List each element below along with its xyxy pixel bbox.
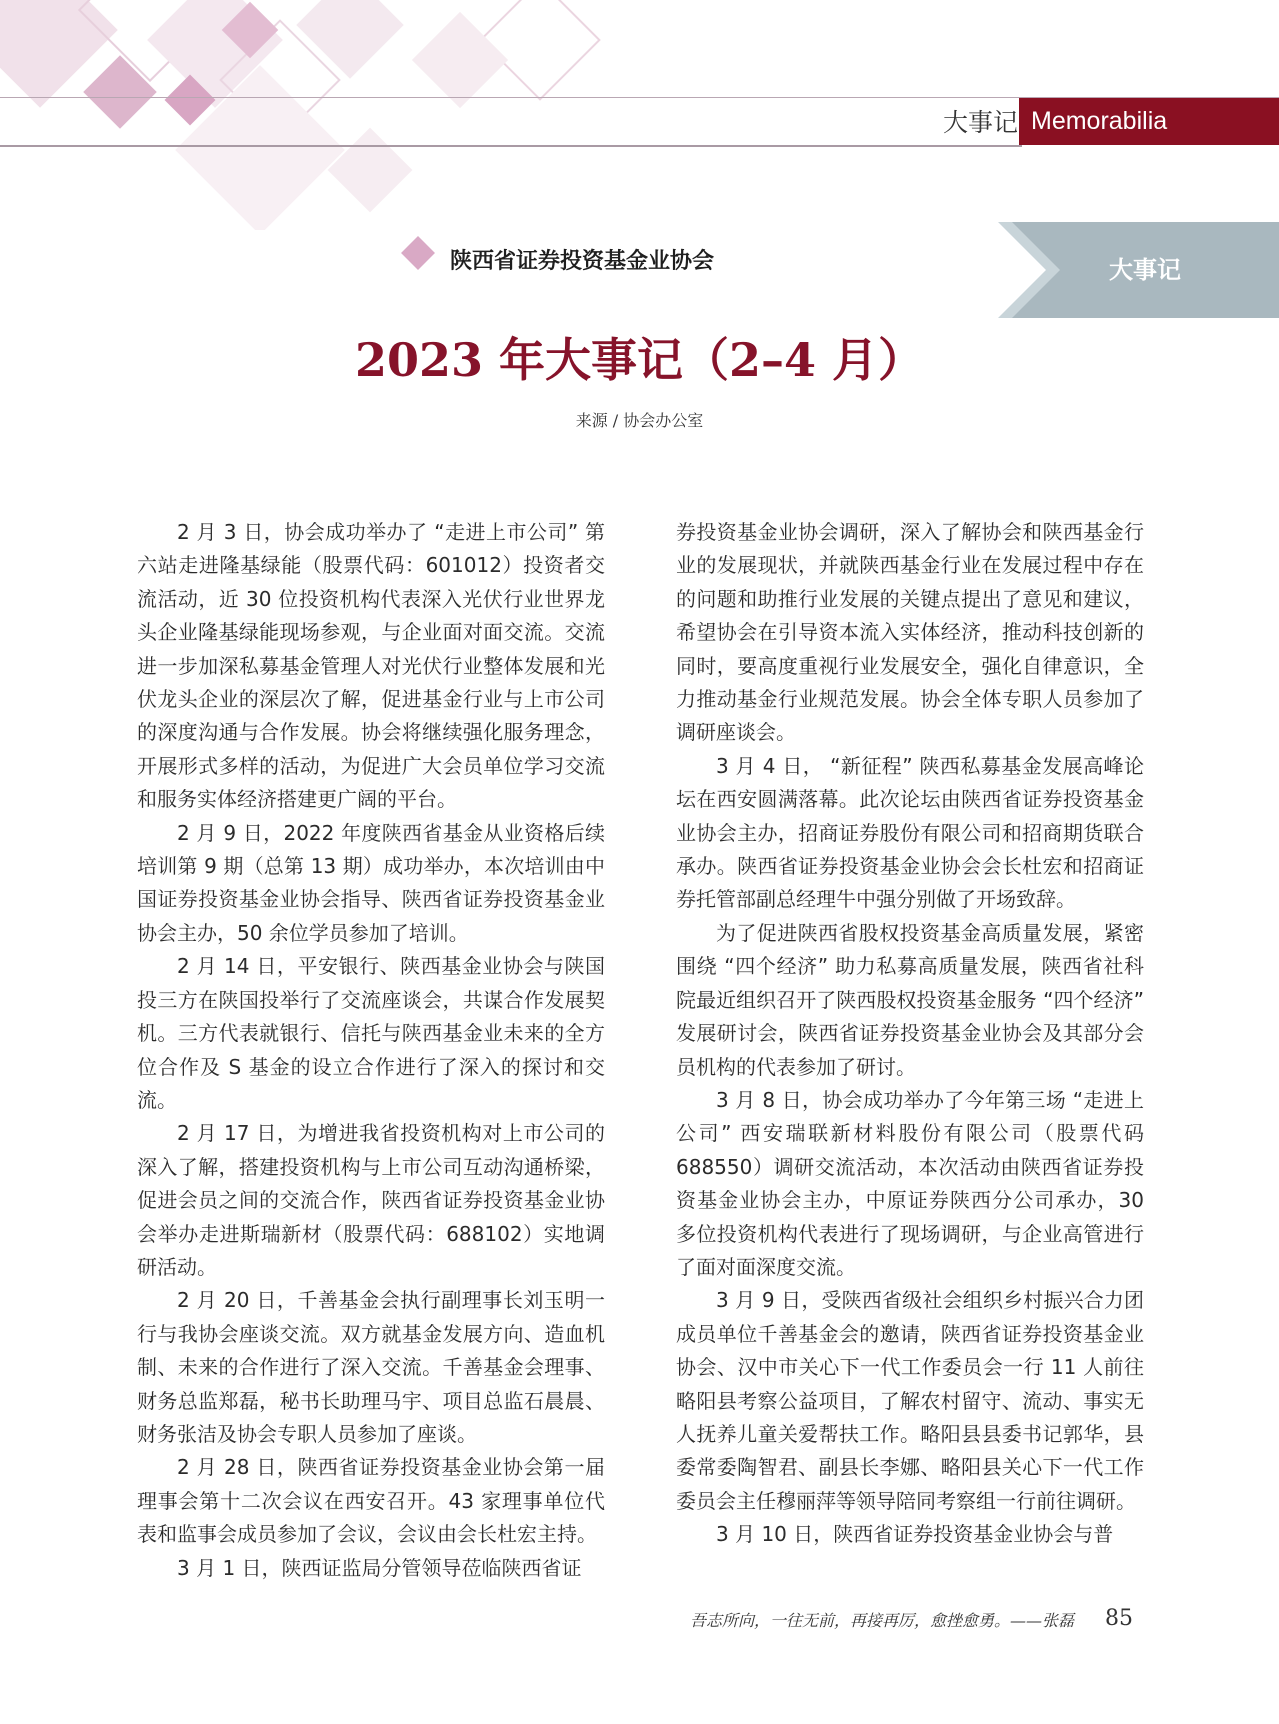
paragraph: 3 月 10 日，陕西省证券投资基金业协会与普 xyxy=(716,1522,1114,1547)
organization-name: 陕西省证券投资基金业协会 xyxy=(450,249,715,274)
paragraph: 2 月 14 日，平安银行、陕西基金业协会与陕国投三方在陕国投举行了交流座谈会，共谋合作发展契机。三方代表就银行、信托与陕西基金业未来的全方位合作及 S 基金的设立合作进行了深入的探讨和交流。 xyxy=(137,954,605,1112)
paragraph: 2 月 3 日，协会成功举办了 “走进上市公司” 第六站走进隆基绿能（股票代码：601012）投资者交流活动，近 30 位投资机构代表深入光伏行业世界龙头企业隆基绿能现场参观，与企业面对面交流。交流进一步加深私募基金管理人对光伏行业整体发展和光伏龙头企业的深层次了解，促进基金行业与上市公司的深度沟通与合作发展。协会将继续强化服务理念，开展形式多样的活动，为促进广大会员单位学习交流和服务实体经济搭建更广阔的平台。 xyxy=(137,520,605,812)
left-column xyxy=(137,516,605,1585)
article-title: 2023 年大事记（2–4 月） xyxy=(354,333,925,387)
paragraph: 3 月 1 日，陕西证监局分管领导莅临陕西省证 xyxy=(177,1555,582,1580)
paragraph: 2 月 17 日，为增进我省投资机构对上市公司的深入了解，搭建投资机构与上市公司互动沟通桥梁，促进会员之间的交流合作，陕西省证券投资基金业协会举办走进斯瑞新材（股票代码：688102）实地调研活动。 xyxy=(137,1121,605,1279)
right-column xyxy=(676,516,1144,1552)
paragraph: 3 月 4 日， “新征程” 陕西私募基金发展高峰论坛在西安圆满落幕。此次论坛由陕西省证券投资基金业协会主办，招商证券股份有限公司和招商期货联合承办。陕西省证券投资基金业协会会长杜宏和招商证券托管部副总经理牛中强分别做了开场致辞。 xyxy=(676,753,1144,912)
paragraph: 2 月 20 日，千善基金会执行副理事长刘玉明一行与我协会座谈交流。双方就基金发展方向、造血机制、未来的合作进行了深入交流。千善基金会理事、财务总监郑磊，秘书长助理马宇、项目总监石晨晨、财务张洁及协会专职人员参加了座谈。 xyxy=(137,1288,605,1446)
footer-quote: 吾志所向，一往无前，再接再厉，愈挫愈勇。——张磊 xyxy=(690,1611,1075,1630)
section-label-en: Memorabilia xyxy=(1019,98,1279,145)
decorative-diamond-pattern xyxy=(0,0,620,230)
paragraph: 2 月 9 日，2022 年度陕西省基金从业资格后续培训第 9 期（总第 13 期）成功举办，本次培训由中国证券投资基金业协会指导、陕西省证券投资基金业协会主办，50 余位学员参加了培训。 xyxy=(137,820,605,945)
section-label-cn: 大事记 xyxy=(942,108,1018,137)
paragraph: 3 月 9 日，受陕西省级社会组织乡村振兴合力团成员单位千善基金会的邀请，陕西省证券投资基金业协会、汉中市关心下一代工作委员会一行 11 人前往略阳县考察公益项目，了解农村留守、流动、事实无人抚养儿童关爱帮扶工作。略阳县县委书记郭华，县委常委陶智君、副县长李娜、略阳县关心下一代工作委员会主任穆丽萍等领导陪同考察组一行前往调研。 xyxy=(676,1288,1144,1513)
side-tag-label: 大事记 xyxy=(1109,255,1181,284)
paragraph: 2 月 28 日，陕西省证券投资基金业协会第一届理事会第十二次会议在西安召开。43 家理事单位代表和监事会成员参加了会议，会议由会长杜宏主持。 xyxy=(137,1455,605,1547)
paragraph: 3 月 8 日，协会成功举办了今年第三场 “走进上公司” 西安瑞联新材料股份有限公司（股票代码 688550）调研交流活动，本次活动由陕西省证券投资基金业协会主办，中原证券陕西分公司承办，30 多位投资机构代表进行了现场调研，与企业高管进行了面对面深度交流。 xyxy=(676,1087,1144,1279)
paragraph-continuation: 券投资基金业协会调研，深入了解协会和陕西基金行业的发展现状，并就陕西基金行业在发展过程中存在的问题和助推行业发展的关键点提出了意见和建议，希望协会在引导资本流入实体经济，推动科技创新的同时，要高度重视行业发展安全，强化自律意识，全力推动基金行业规范发展。协会全体专职人员参加了调研座谈会。 xyxy=(676,520,1144,745)
diamond-shape xyxy=(83,55,157,129)
page-number: 85 xyxy=(1105,1606,1133,1631)
diamond-shape xyxy=(296,0,403,79)
header-rule-bottom xyxy=(0,145,1022,147)
paragraph: 为了促进陕西省股权投资基金高质量发展，紧密围绕 “四个经济” 助力私募高质量发展，陕西省社科院最近组织召开了陕西股权投资基金服务 “四个经济” 发展研讨会，陕西省证券投资基金业协会及其部分会员机构的代表参加了研讨。 xyxy=(676,920,1144,1079)
diamond-bullet-icon xyxy=(398,233,438,273)
diamond-shape xyxy=(328,128,413,213)
diamond-shape xyxy=(481,0,600,99)
article-source: 来源 / 协会办公室 xyxy=(575,411,704,430)
